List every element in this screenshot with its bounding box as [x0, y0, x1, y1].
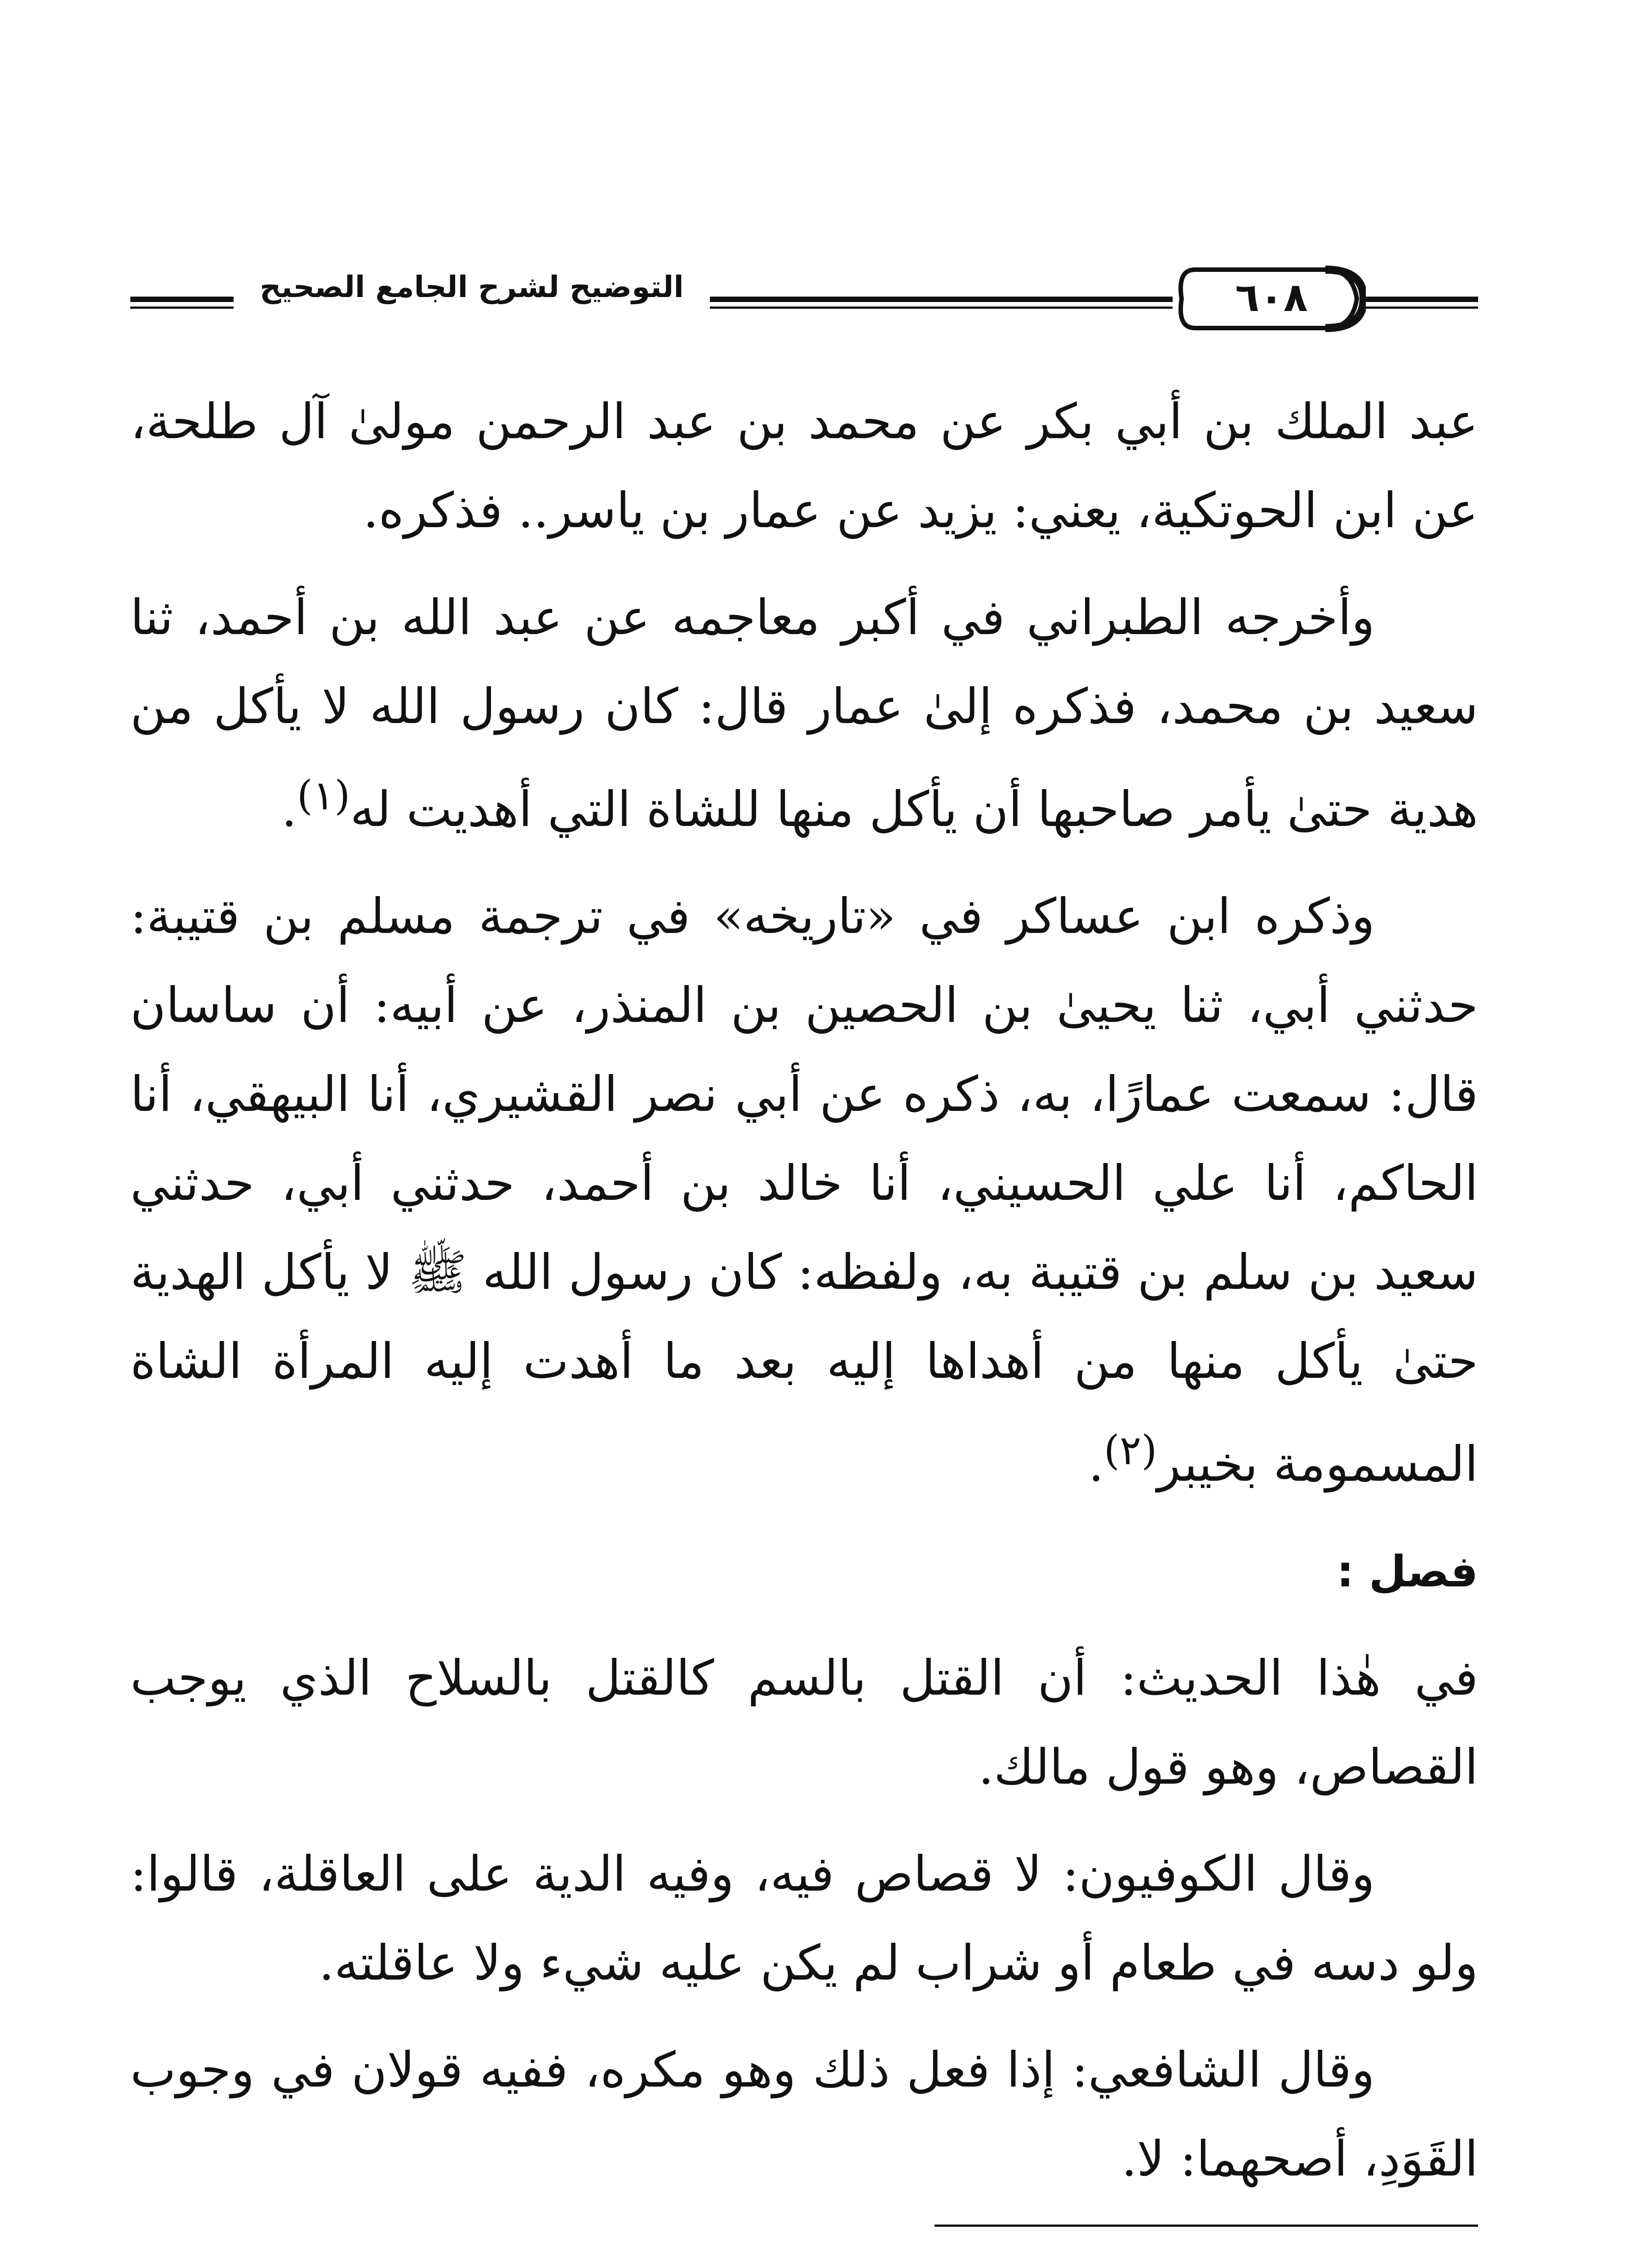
- paragraph: [130, 573, 1478, 854]
- footnote-ref: (١): [297, 772, 350, 819]
- paragraph: [130, 377, 1478, 555]
- page-number-ornament: [1177, 261, 1366, 337]
- running-header: [130, 261, 1478, 351]
- main-text: [130, 377, 1478, 2222]
- page-number: ٦٠٨: [1235, 274, 1308, 320]
- header-rule-right: [1361, 297, 1478, 309]
- footnote-separator: [935, 2225, 1478, 2227]
- header-rule-middle: [710, 297, 1173, 309]
- header-rule-left: [130, 297, 234, 309]
- paragraph-text: عبد الملك بن أبي بكر عن محمد بن عبد الرحمن مولىٰ آل طلحة، عن ابن الحوتكية، يعني: يزيد عن عمار بن ياسر.. فذكره.: [130, 394, 1478, 539]
- paragraph-text: وذكره ابن عساكر في «تاريخه» في ترجمة مسلم بن قتيبة: حدثني أبي، ثنا يحيىٰ بن الحصين بن المنذر، عن أبيه: أن ساسان قال: سمعت عمارًا، به، ذكره عن أبي نصر القشيري، أنا البيهقي، أنا الحاكم، أنا علي الحسيني، أنا خالد بن أحمد، حدثني أبي، حدثني سعيد بن سلم بن قتيبة به، ولفظه: كان رسول الله ﷺ لا يأكل الهدية حتىٰ يأكل منها من أهداها إليه بعد ما أهدت إليه المرأة الشاة المسمومة بخيبر: [130, 888, 1478, 1492]
- paragraph: في هٰذا الحديث: أن القتل بالسم كالقتل بالسلاح الذي يوجب القصاص، وهو قول مالك.: [130, 1650, 1478, 1795]
- period: .: [281, 782, 297, 838]
- paragraph: [130, 872, 1478, 1509]
- period: .: [1088, 1436, 1104, 1492]
- paragraph-text: وأخرجه الطبراني في أكبر معاجمه عن عبد الله بن أحمد، ثنا سعيد بن محمد، فذكره إلىٰ عمار قال: كان رسول الله لا يأكل من هدية حتىٰ يأمر صاحبها أن يأكل منها للشاة التي أهديت له: [130, 590, 1478, 838]
- paragraph: وقال الشافعي: إذا فعل ذلك وهو مكره، ففيه قولان في وجوب القَوَدِ، أصحهما: لا.: [130, 2042, 1478, 2187]
- paragraph: وقال الكوفيون: لا قصاص فيه، وفيه الدية على العاقلة، قالوا: ولو دسه في طعام أو شراب لم يكن عليه شيء ولا عاقلته.: [130, 1846, 1478, 1991]
- footnote-ref: (٢): [1103, 1427, 1157, 1474]
- book-title: التوضيح لشرح الجامع الصحيح: [260, 270, 684, 304]
- section-heading: فصل :: [1337, 1546, 1478, 1597]
